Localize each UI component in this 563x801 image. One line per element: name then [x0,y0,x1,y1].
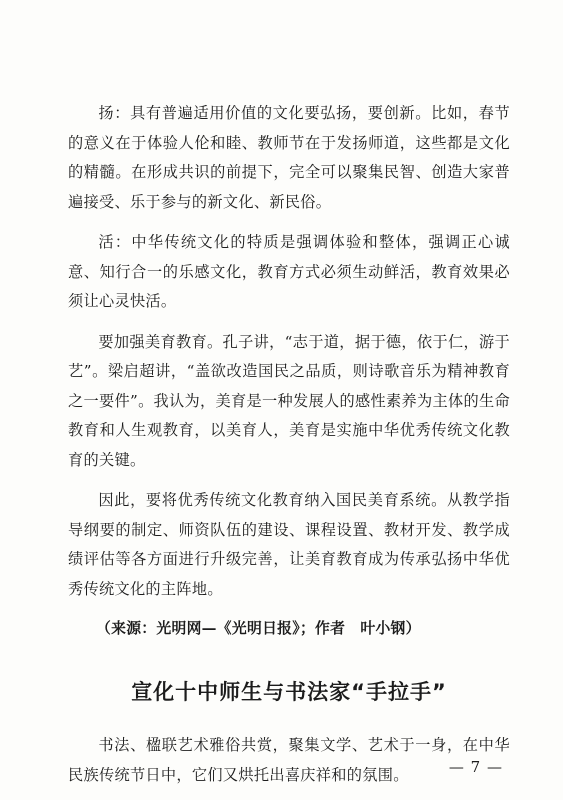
paragraph-yang: 扬：具有普遍适用价值的文化要弘扬，要创新。比如，春节的意义在于体验人伦和睦、教师节在于发扬师道，这些都是文化的精髓。在形成共识的前提下，完全可以聚集民智、创造大家普遍接受、乐于参与的新文化、新民俗。 [68,104,510,211]
paragraph-huo: 活：中华传统文化的特质是强调体验和整体，强调正心诚意、知行合一的乐感文化，教育方式必须生动鲜活，教育效果必须让心灵快活。 [68,233,510,310]
paragraph-calligraphy-intro: 书法、楹联艺术雅俗共赏，聚集文学、艺术于一身，在中华民族传统节日中，它们又烘托出喜庆祥和的氛围。 [68,736,510,784]
page-number: — 7 — [448,758,503,776]
article-source: （来源：光明网—《光明日报》；作者 叶小钢） [96,620,421,637]
section-heading: 宣化十中师生与书法家“手拉手” [131,680,447,704]
paragraph-aesthetic-education: 要加强美育教育。孔子讲，“志于道，据于德，依于仁，游于艺”。梁启超讲，“盖欲改造国民之品质，则诗歌音乐为精神教育之一要件”。我认为，美育是一种发展人的感性素养为主体的生命教育和人生观教育，以美育人，美育是实施中华优秀传统文化教育的关键。 [68,332,510,469]
paragraph-conclusion: 因此，要将优秀传统文化教育纳入国民美育系统。从教学指导纲要的制定、师资队伍的建设、课程设置、教材开发、教学成绩评估等各方面进行升级完善，让美育教育成为传承弘扬中华优秀传统文化的主阵地。 [68,491,510,598]
page-content [68,99,510,801]
